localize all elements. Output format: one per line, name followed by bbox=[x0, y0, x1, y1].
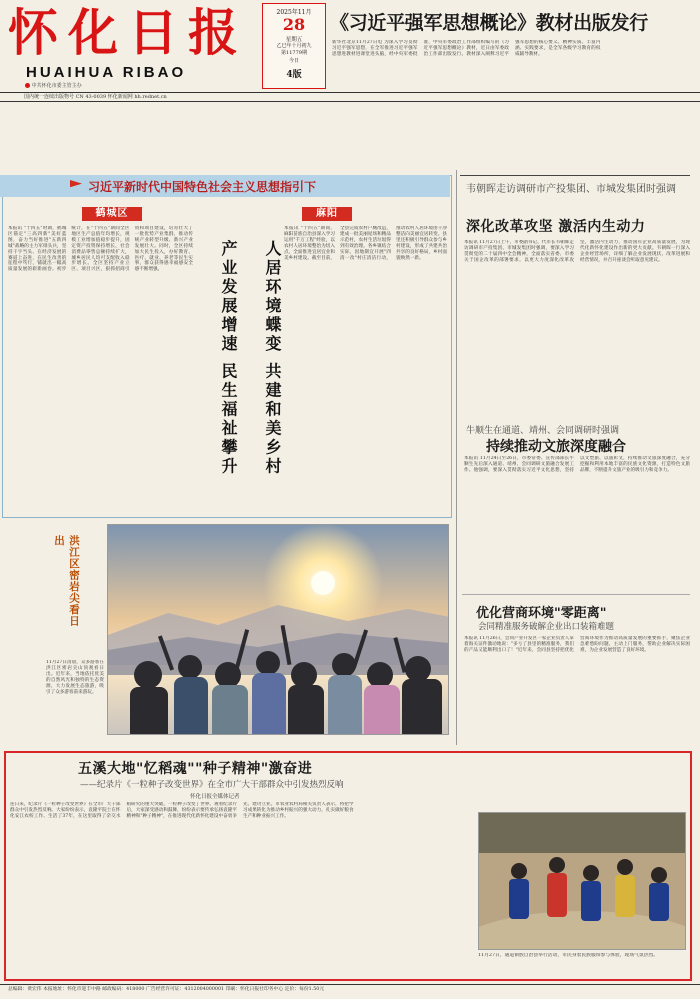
bottom-headline[interactable]: 五溪大地"忆稻魂""种子精神"激奋进 bbox=[78, 761, 313, 777]
issue-number: 第11779期 bbox=[281, 49, 307, 56]
right-low-top-rule bbox=[462, 594, 690, 595]
tag-mayang: 麻阳 bbox=[302, 207, 352, 221]
dance-photo-art bbox=[479, 813, 686, 950]
date-lunar: 乙巳年十月初九 bbox=[276, 43, 312, 49]
date-weekday: 星期五 bbox=[285, 37, 303, 43]
lead-article-body: 新华社北京11月27日电 为深入学习贯彻习近平强军思想，在全军推进习近平强军思想进教材进课堂进头脑，经中央军委批准，中央军委政治工作部组织编写的《习近平强军思想概论》教材，近日由军委政治工作部出版发行。教材深入阐释习近平强军思想的核心要义、精神实质、丰富内涵、实践要求，是全军各级学习教育的权威辅导教材。 bbox=[332, 40, 601, 57]
hecheng-article-body: 本报讯 "十四五"时期，鹤城区锚定"三高四新"美好蓝图，奋力当好推进"五新四城"战略的主力军排头兵，坚持干字当头、在经济发展的赛道上奋进，在民生改善的征程中笃行，铺就出一幅高质量发展的崭新画卷。初步统计，在"十四五"期间全区地区生产总值年均增长，规模工业增加值稳步提升，固定资产投资保持增长，社会消费品零售总额持续扩大，城乡居民人均可支配收入稳步增长。全区坚持产业立区、项目兴区，狠抓招商引资和项目建设，培育壮大了一批优势产业集群，推动传统产业转型升级、新兴产业发展壮大。同时，全区持续加大民生投入，办好教育、医疗、就业、养老等民生实事，群众获得感幸福感安全感不断增强。 bbox=[8, 226, 193, 273]
dance-performance-photo[interactable] bbox=[478, 812, 686, 950]
section-banner bbox=[0, 175, 450, 197]
bottom-photo-caption: 11月27日，通道侗族自治县举行活动，市民身着民族服饰参与体验，现场气氛热烈。 bbox=[478, 953, 659, 958]
tag-hecheng: 鹤城区 bbox=[82, 207, 142, 221]
info-bar: 国内统一连续出版物号 CN 43-0039 怀化新闻网 hh.rednet.cn bbox=[0, 92, 700, 102]
banner-title: 习近平新时代中国特色社会主义思想指引下 bbox=[88, 180, 317, 194]
bottom-subtitle: ——纪录片《一粒种子改变世界》在全市广大干部群众中引发热烈反响 bbox=[80, 780, 344, 790]
hecheng-headline[interactable]: 产业发展增速 民生福祉攀升 bbox=[219, 240, 238, 477]
publisher-line: 中共怀化市委主管主办 bbox=[25, 82, 245, 89]
page-count: 4版 bbox=[286, 69, 302, 80]
lead-headline[interactable]: 《习近平强军思想概论》教材出版发行 bbox=[330, 12, 648, 34]
banner-flag-icon bbox=[70, 180, 82, 192]
date-year-month: 2025年11月 bbox=[276, 9, 312, 16]
sunrise-photo-art bbox=[108, 525, 449, 735]
newspaper-pinyin-name: HUAIHUA RIBAO bbox=[26, 64, 187, 81]
today-label: 今日 bbox=[288, 58, 299, 64]
date-day: 28 bbox=[282, 15, 306, 34]
bottom-byline: 怀化日报全媒体记者 bbox=[190, 794, 240, 800]
right-mid-headline[interactable]: 持续推动文旅深度融合 bbox=[486, 439, 626, 455]
sunrise-crowd-photo[interactable] bbox=[107, 524, 449, 735]
newspaper-logo-title: 怀化日报 bbox=[8, 3, 248, 62]
date-block bbox=[262, 3, 326, 89]
right-column-divider bbox=[456, 170, 457, 745]
right-top-article-body: 本报讯 11月27日上午，市委副书记、代市长韦朝晖走访调研市产投集团、市城发集团时强调，要深入学习贯彻党的二十届四中全会精神，全面落实省委、市委关于国企改革的部署要求，以更大力度深化改革攻坚，激活内生动力，推动国有企业高质量发展，为现代化新怀化建设作出新的更大贡献。韦朝晖一行深入企业经营场所，详细了解企业发展现状、改革进展和经营情况，并召开座谈会听取意见建议。 bbox=[464, 240, 690, 263]
right-top-headline[interactable]: 深化改革攻坚 激活内生动力 bbox=[466, 219, 646, 235]
publisher-emblem-icon bbox=[25, 83, 30, 88]
bottom-article-body: 连日来，纪录片《一粒种子改变世界》在全市广大干部群众中引发热烈反响。大家纷纷表示，袁隆平院士在怀化安江农校工作、生活了37年，在这里取得了杂交水稻研究的重大突破，一粒种子改变了世界。观看纪录片后，大家深受感动和鼓舞，纷纷表示要传承弘扬袁隆平精神和"种子精神"，在推进现代化新怀化建设中奋勇争先、建功立业。市农业农村局相关负责人表示，将把学习成果转化为推动乡村振兴的强大动力，扎实做好粮食生产和种业振兴工作。 bbox=[10, 802, 354, 819]
right-top-kicker: 韦朝晖走访调研市产投集团、市城发集团时强调 bbox=[466, 184, 676, 195]
right-column-top-rule bbox=[460, 175, 690, 176]
right-mid-kicker: 牛顺生在通道、靖州、会同调研时强调 bbox=[466, 426, 620, 436]
mayang-headline[interactable]: 人居环境蝶变 共建和美乡村 bbox=[263, 240, 282, 477]
hongjiang-photo-title: 洪江区密岩尖看日出 bbox=[53, 535, 80, 627]
right-low-article-body: 本报讯 11月26日，会同产业开发区一家企业负责人拿着海关证件激动地说："多亏了县里的精准服务，我们的产品又能顺利出口了！"近年来，会同县坚持把优化营商环境作为推动高质量发展的重要抓手，聚焦企业急难愁盼问题，主动上门服务，帮助企业解决实际困难，为企业发展营造了良好环境。 bbox=[464, 636, 690, 653]
right-low-headline[interactable]: 优化营商环境"零距离" bbox=[476, 606, 607, 621]
right-low-subtitle: 会同精准服务破解企业出口装箱难题 bbox=[478, 622, 615, 632]
mayang-article-body: 本报讯 "十四五"期间，麻阳苗族自治县深入学习运用"千万工程"经验，以农村人居环境整治为切入点，全面推进宜居宜业和美乡村建设。截至目前，全县完成农村户厕改造，建成一批美丽屋场和精品示范村，农村生活垃圾得到有效治理。各乡镇结合实际，因地制宜开展"四清一改"村庄清洁行动，推动农村人居环境由干净整洁向美丽宜居转变。县里还积极引导群众参与乡村建设，形成了共建共治共享的良好格局，乡村面貌焕然一新。 bbox=[284, 226, 447, 261]
right-mid-article-body: 本报讯 11月24日至26日，市委常委、宣传部部长牛顺生先后深入通道、靖州、会同调研文旅融合发展工作。他强调，要深入贯彻落实习近平文化思想，坚持以文塑旅、以旅彰文，持续推动文旅深度融合，充分挖掘和利用本地丰富的民族文化资源，打造特色文旅品牌，不断提升文旅产业的吸引力和竞争力。 bbox=[464, 456, 690, 473]
hongjiang-photo-caption: 11月27日清晨，众多游客在洪江区密岩尖山顶观看日出。近年来，当地依托优美的自然风光和独特的生态资源，大力发展生态旅游，吸引了众多游客前来游玩。 bbox=[46, 660, 104, 695]
footer-info: 总编辑：黄宏伟 本报地址：怀化市迎丰中路 邮政编码：418000 广告经营许可证：4312004000001 印刷：怀化日报社印务中心 定价：每份1.50元 bbox=[0, 984, 700, 999]
